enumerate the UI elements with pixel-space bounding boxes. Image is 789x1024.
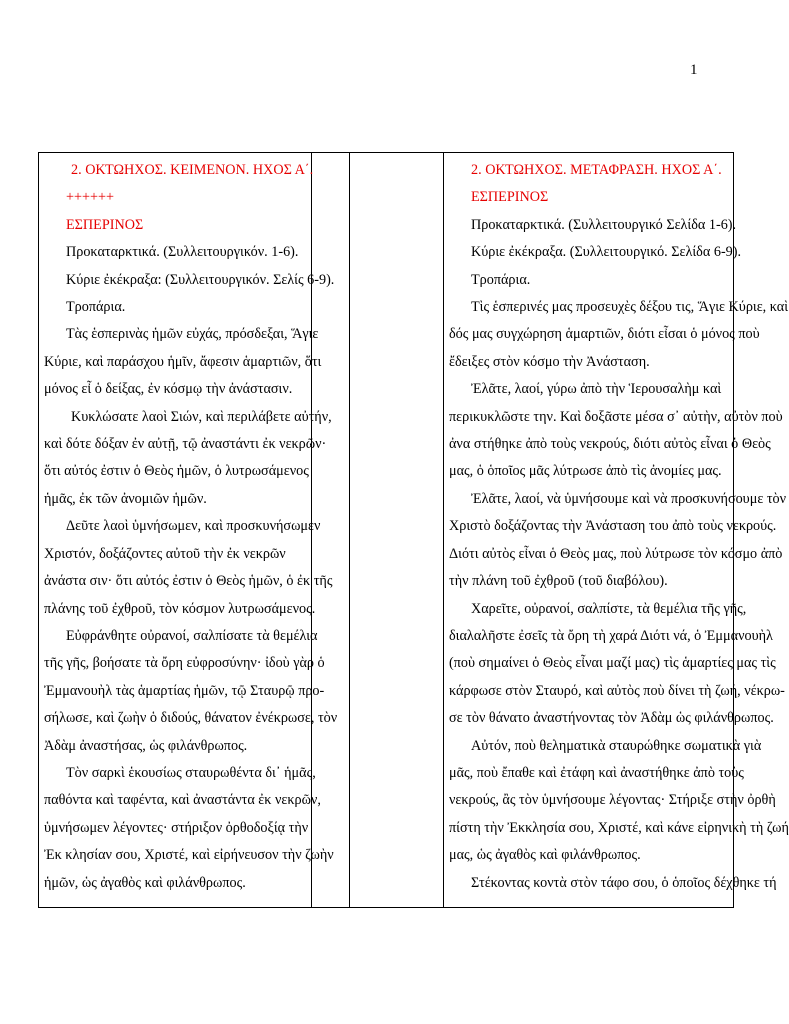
original-text-column	[39, 153, 338, 897]
original-text-line: Ἐκ κλησίαν σου, Χριστέ, καὶ εἰρήνευσον τὴν ζωὴν	[44, 847, 334, 864]
original-text-line: Ἐμμανουὴλ τὰς ἁμαρτίας ἡμῶν, τῷ Σταυρῷ προ-	[44, 682, 325, 699]
translation-text-column	[444, 153, 789, 897]
translation-text-line: περικυκλῶστε την. Καὶ δοξᾶστε μέσα σ᾽ αὐτὴν, αὐτὸν ποὺ	[449, 408, 783, 425]
original-text-line: ὑμνήσωμεν λέγοντες· στήριξον ὀρθοδοξίᾳ τὴν	[44, 819, 309, 836]
translation-text-line: δός μας συγχώρηση ἁμαρτιῶν, διότι εἶσαι ὁ μόνος ποὺ	[449, 326, 760, 343]
translation-text-line: Αὐτόν, ποὺ θεληματικὰ σταυρώθηκε σωματικὰ γιὰ	[471, 737, 762, 754]
translation-text-line: κάρφωσε στὸν Σταυρό, καὶ αὐτὸς ποὺ δίνει τὴ ζωή, νέκρω-	[449, 682, 785, 699]
translation-text-line: διαλαλῆστε ἐσεῖς τὰ ὄρη τὴ χαρά Διότι νά, ὁ Ἐμμανουὴλ	[449, 627, 773, 644]
translation-text-line: Προκαταρκτικά. (Συλλειτουργικό Σελίδα 1-6).	[471, 216, 737, 233]
original-text-line: Εὐφράνθητε οὐρανοί, σαλπίσατε τὰ θεμέλια	[66, 627, 318, 644]
translation-text-line: Διότι αὐτὸς εἶναι ὁ Θεὸς μας, ποὺ λύτρωσε τὸν κόσμο ἀπὸ	[449, 545, 783, 562]
translation-text-line: Τὶς ἑσπερινές μας προσευχὲς δέξου τις, Ἅγιε Κύριε, καὶ	[471, 299, 789, 316]
translation-text-line: Κύριε ἐκέκραξα. (Συλλειτουργικό. Σελίδα 6-9).	[471, 244, 742, 261]
original-text-line: Χριστόν, δοξάζοντες αὐτοῦ τὴν ἐκ νεκρῶν	[44, 545, 286, 562]
table-row	[39, 153, 734, 908]
original-text-line: Τὰς ἑσπερινὰς ἡμῶν εὐχάς, πρόσδεξαι, Ἅγιε	[66, 326, 319, 343]
page-number: 1	[690, 62, 698, 78]
translation-text-line: νεκρούς, ἂς τὸν ὑμνήσουμε λέγοντας· Στήριξε στὴν ὀρθὴ	[449, 792, 776, 809]
original-text-line: Ἀδὰμ ἀναστήσας, ὡς φιλάνθρωπος.	[44, 737, 248, 754]
translation-text-line: Ἐλᾶτε, λαοί, γύρω ἀπὸ τὴν Ἱερουσαλὴμ καὶ	[471, 381, 722, 398]
translation-text-line: Ἐλᾶτε, λαοί, νὰ ὑμνήσουμε καὶ νὰ προσκυνήσουμε τὸν	[471, 490, 787, 507]
original-text-line: 2. ΟΚΤΩΗΧΟΣ. ΚΕΙΜΕΝΟΝ. ΗΧΟΣ Α΄.	[71, 162, 314, 178]
translation-text-line: Χαρεῖτε, οὐρανοί, σαλπίστε, τὰ θεμέλια τῆς γῆς,	[471, 600, 747, 617]
translation-text-line: Στέκοντας κοντὰ στὸν τάφο σου, ὁ ὁποῖος δέχθηκε τή	[471, 874, 777, 891]
original-text-line: Τροπάρια.	[66, 299, 126, 316]
translation-text-line: ΕΣΠΕΡΙΝΟΣ	[471, 189, 549, 206]
original-text-line: ἡμᾶς, ἐκ τῶν ἀνομιῶν ἡμῶν.	[44, 490, 207, 507]
original-text-line: ++++++	[66, 189, 115, 206]
original-text-line: σήλωσε, καὶ ζωὴν ὁ διδούς, θάνατον ἐνέκρωσε, τὸν	[44, 710, 338, 727]
translation-text-line: 2. ΟΚΤΩΗΧΟΣ. ΜΕΤΑΦΡΑΣΗ. ΗΧΟΣ Α΄.	[471, 162, 722, 178]
translation-text-line: πίστη τὴν Ἐκκλησία σου, Χριστέ, καὶ κάνε εἰρηνικὴ τὴ ζωή	[449, 819, 789, 836]
original-text-line: ἀνάστα σιν· ὅτι αὐτός ἐστιν ὁ Θεὸς ἡμῶν, ὁ ἐκ τῆς	[44, 573, 333, 590]
original-text-line: ἡμῶν, ὡς ἀγαθὸς καὶ φιλάνθρωπος.	[44, 874, 246, 891]
original-text-line: Κύριε, καὶ παράσχου ἡμῖν, ἄφεσιν ἁμαρτιῶν, ὅτι	[44, 353, 322, 370]
text-table	[38, 152, 789, 908]
translation-text-line: Χριστὸ δοξάζοντας τὴν Ἀνάσταση του ἀπὸ τοὺς νεκρούς.	[449, 518, 777, 535]
original-text-line: ὅτι αὐτός ἐστιν ὁ Θεὸς ἡμῶν, ὁ λυτρωσάμενος	[44, 463, 309, 480]
original-text-line: μόνος εἶ ὁ δείξας, ἐν κόσμῳ τὴν ἀνάστασιν.	[44, 381, 293, 398]
original-text-line: πλάνης τοῦ ἐχθροῦ, τὸν κόσμον λυτρωσάμενος.	[44, 600, 316, 617]
translation-text-line: μας, ὁ ὁποῖος μᾶς λύτρωσε ἀπὸ τὶς ἀνομίες μας.	[449, 463, 722, 480]
empty-cell	[350, 153, 444, 908]
original-text-line: Κυκλώσατε λαοὶ Σιών, καὶ περιλάβετε αὐτήν,	[71, 408, 332, 425]
original-text-line: Δεῦτε λαοὶ ὑμνήσωμεν, καὶ προσκυνήσωμεν	[66, 518, 321, 535]
translation-text-line: Τροπάρια.	[471, 271, 531, 288]
original-text-line: ΕΣΠΕΡΙΝΟΣ	[66, 216, 144, 233]
original-text-line: παθόντα καὶ ταφέντα, καὶ ἀναστάντα ἐκ νεκρῶν,	[44, 792, 321, 809]
translation-text-line: ἀνα στήθηκε ἀπὸ τοὺς νεκρούς, διότι αὐτὸς εἶναι ὁ Θεὸς	[449, 436, 771, 453]
original-text-cell	[39, 153, 338, 908]
original-text-line: Τὸν σαρκὶ ἑκουσίως σταυρωθέντα δι᾽ ἡμᾶς,	[66, 764, 316, 781]
translation-text-line: (ποὺ σημαίνει ὁ Θεὸς εἶναι μαζί μας) τὶς ἁμαρτίες μας τὶς	[449, 655, 776, 672]
translation-text-line: μᾶς, ποὺ ἔπαθε καὶ ἐτάφη καὶ ἀναστήθηκε ἀπὸ τοὺς	[449, 764, 744, 781]
original-text-line: τῆς γῆς, βοήσατε τὰ ὄρη εὐφροσύνην· ἰδοὺ γὰρ ὁ	[44, 655, 325, 672]
translation-text-cell	[444, 153, 789, 908]
translation-text-line: τὴν πλάνη τοῦ ἐχθροῦ (τοῦ διαβόλου).	[449, 573, 668, 590]
original-text-line: Προκαταρκτικά. (Συλλειτουργικόν. 1-6).	[66, 244, 299, 261]
translation-text-line: μας, ὡς ἀγαθὸς καὶ φιλάνθρωπος.	[449, 847, 641, 864]
translation-text-line: σε τὸν θάνατο ἀναστήνοντας τὸν Ἀδὰμ ὡς φιλάνθρωπος.	[449, 710, 774, 727]
original-text-line: καὶ δότε δόξαν ἐν αὐτῇ, τῷ ἀναστάντι ἐκ νεκρῶν·	[44, 436, 327, 453]
translation-text-line: ἔδειξες στὸν κόσμο τὴν Ἀνάσταση.	[449, 353, 650, 370]
original-text-line: Κύριε ἐκέκραξα: (Συλλειτουργικόν. Σελίς 6-9).	[66, 271, 335, 288]
